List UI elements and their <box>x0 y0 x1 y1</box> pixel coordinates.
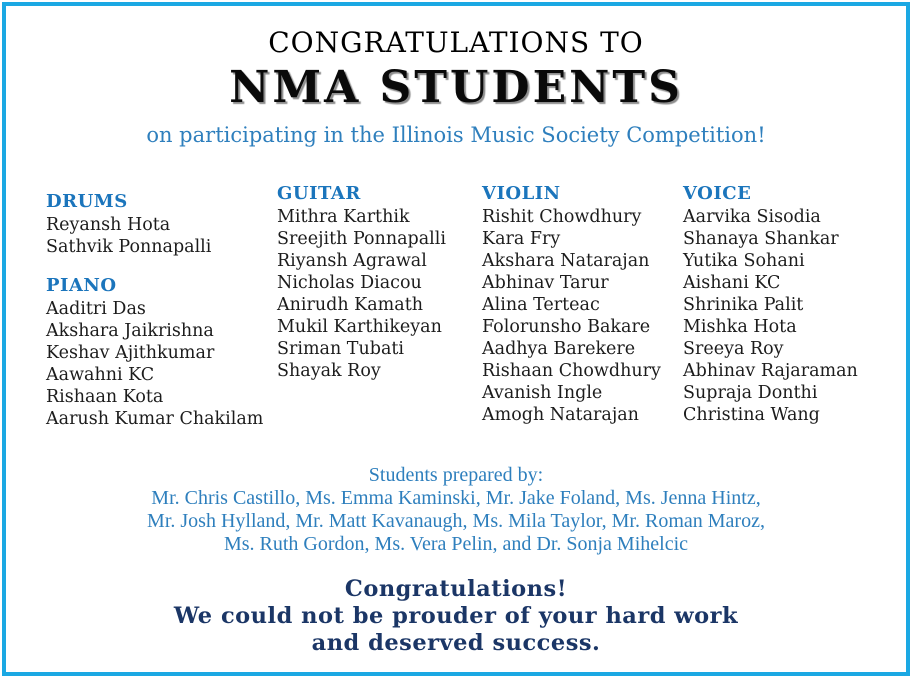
student-name: Mukil Karthikeyan <box>277 317 442 337</box>
section-header-piano: PIANO <box>46 275 117 296</box>
section-header-guitar: GUITAR <box>277 183 361 204</box>
student-name: Rishit Chowdhury <box>482 207 642 227</box>
student-name: Keshav Ajithkumar <box>46 343 215 363</box>
student-name: Folorunsho Bakare <box>482 317 651 337</box>
student-name: Shrinika Palit <box>683 295 804 315</box>
student-name: Abhinav Rajaraman <box>683 361 858 381</box>
student-name: Sathvik Ponnapalli <box>46 237 212 257</box>
student-name: Shayak Roy <box>277 361 381 381</box>
student-name: Rishaan Chowdhury <box>482 361 661 381</box>
student-name: Aarush Kumar Chakilam <box>46 409 264 429</box>
student-name: Rishaan Kota <box>46 387 164 407</box>
student-name: Aawahni KC <box>46 365 155 385</box>
group-guitar <box>277 183 446 382</box>
closing-message-line: We could not be prouder of your hard work <box>173 603 739 629</box>
student-name: Abhinav Tarur <box>482 273 609 293</box>
title-nma-students: NMA STUDENTS <box>229 62 683 113</box>
group-piano <box>46 275 263 430</box>
student-list-voice <box>683 206 858 426</box>
student-name: Akshara Jaikrishna <box>46 321 214 341</box>
student-name: Shanaya Shankar <box>683 229 839 249</box>
student-name: Reyansh Hota <box>46 215 171 235</box>
column-voice <box>683 183 858 426</box>
student-name: Nicholas Diacou <box>277 273 422 293</box>
teacher-names-line: Mr. Josh Hylland, Mr. Matt Kavanaugh, Ms. Mila Taylor, Mr. Roman Maroz, <box>147 510 765 532</box>
student-list-piano <box>46 298 263 430</box>
student-list-drums <box>46 214 263 258</box>
student-list-violin <box>482 206 661 426</box>
student-name: Alina Terteac <box>482 295 600 315</box>
column-drums-piano <box>46 191 263 430</box>
student-name: Supraja Donthi <box>683 383 818 403</box>
section-header-drums: DRUMS <box>46 191 128 212</box>
student-name: Amogh Natarajan <box>482 405 639 425</box>
student-name: Kara Fry <box>482 229 561 249</box>
student-name: Yutika Sohani <box>683 251 805 271</box>
group-drums <box>46 191 263 258</box>
teacher-names-line: Mr. Chris Castillo, Ms. Emma Kaminski, Mr. Jake Foland, Ms. Jenna Hintz, <box>151 487 761 509</box>
subtitle-competition: on participating in the Illinois Music Society Competition! <box>146 123 766 147</box>
column-violin <box>482 183 661 426</box>
student-name: Mithra Karthik <box>277 207 410 227</box>
student-name: Aadhya Barekere <box>482 339 636 359</box>
student-name: Sriman Tubati <box>277 339 405 359</box>
prepared-by-lines <box>0 487 912 556</box>
group-voice <box>683 183 858 426</box>
student-name: Anirudh Kamath <box>277 295 424 315</box>
student-name: Sreejith Ponnapalli <box>277 229 446 249</box>
student-name: Mishka Hota <box>683 317 797 337</box>
closing-message-block <box>0 576 912 657</box>
prepared-by-label: Students prepared by: <box>368 464 544 486</box>
column-guitar <box>277 183 446 382</box>
title-congratulations-to: CONGRATULATIONS TO <box>268 26 644 59</box>
student-name: Riyansh Agrawal <box>277 251 427 271</box>
closing-message-line: Congratulations! <box>344 576 568 602</box>
student-name: Avanish Ingle <box>482 383 603 403</box>
student-name: Aishani KC <box>683 273 781 293</box>
closing-lines <box>0 576 912 657</box>
student-name: Aarvika Sisodia <box>683 207 821 227</box>
teacher-names-line: Ms. Ruth Gordon, Ms. Vera Pelin, and Dr. Sonja Mihelcic <box>223 533 689 555</box>
student-name: Aaditri Das <box>46 299 146 319</box>
prepared-by-block <box>0 464 912 556</box>
group-violin <box>482 183 661 426</box>
section-header-violin: VIOLIN <box>482 183 561 204</box>
student-name: Sreeya Roy <box>683 339 784 359</box>
student-list-guitar <box>277 206 446 382</box>
closing-message-line: and deserved success. <box>311 630 601 656</box>
student-name: Christina Wang <box>683 405 820 425</box>
section-header-voice: VOICE <box>683 183 752 204</box>
header-block <box>0 26 912 148</box>
student-name: Akshara Natarajan <box>482 251 650 271</box>
